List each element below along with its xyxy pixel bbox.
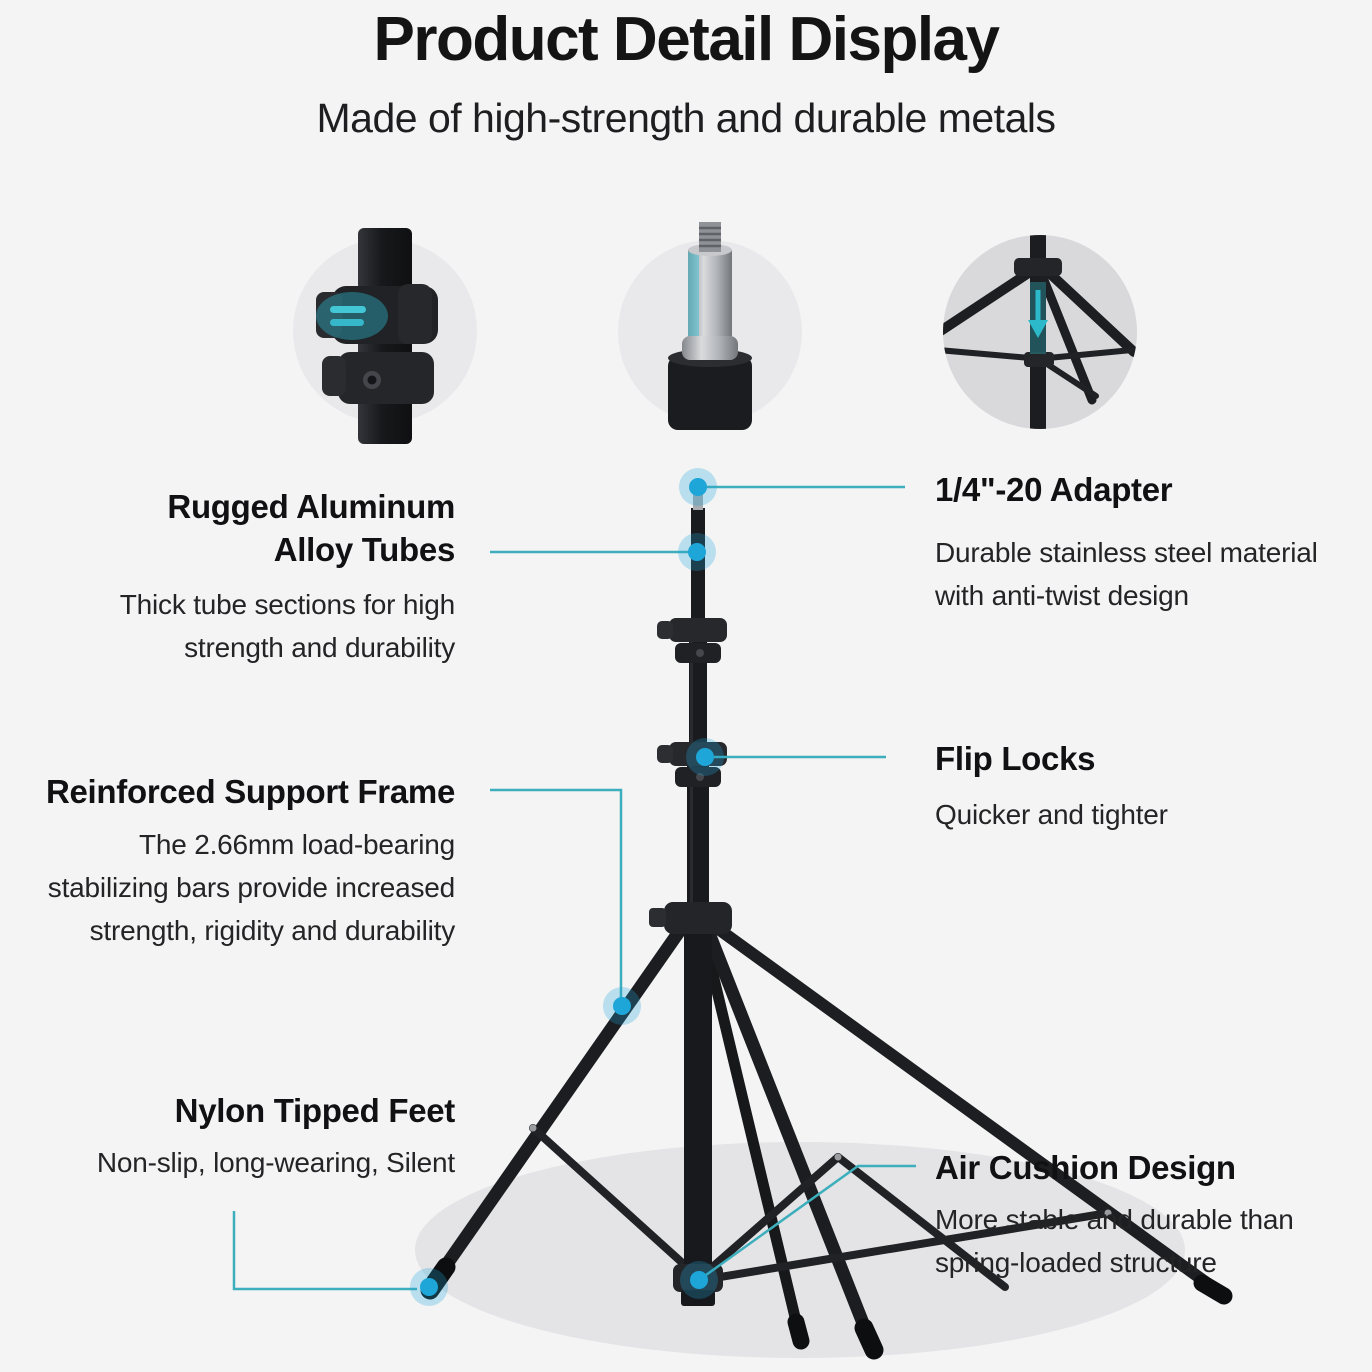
page-title: Product Detail Display [373, 5, 999, 74]
callout-body [935, 1198, 1294, 1284]
air-cushion-closeup-photo [936, 235, 1137, 430]
callout-title-line: Alloy Tubes [273, 531, 455, 568]
leader-support-frame [490, 790, 621, 1002]
callout-title: Nylon Tipped Feet [174, 1092, 455, 1129]
marker-support-frame [603, 987, 641, 1025]
callout-title: Reinforced Support Frame [45, 773, 455, 810]
callout-body [120, 583, 455, 669]
leg-hub [664, 902, 732, 934]
callout-body-line: spring-loaded structure [935, 1247, 1217, 1278]
callout-body [935, 531, 1318, 617]
callout-body-line: Non-slip, long-wearing, Silent [96, 1147, 455, 1178]
callout-body-line: stabilizing bars provide increased [47, 872, 455, 903]
marker-air-cushion [680, 1261, 718, 1299]
callout-title: Air Cushion Design [935, 1149, 1236, 1186]
callout-body-line: Quicker and tighter [935, 799, 1168, 830]
page-subtitle: Made of high-strength and durable metals [316, 95, 1056, 141]
callout-rugged-aluminum-tubes [120, 485, 455, 669]
marker-adapter [679, 468, 717, 506]
callout-body [97, 1141, 455, 1184]
callout-body-line: with anti-twist design [935, 580, 1189, 611]
flip-lock-closeup-photo [293, 228, 477, 444]
callout-title: 1/4"-20 Adapter [935, 471, 1173, 508]
callout-body-line: strength, rigidity and durability [89, 915, 455, 946]
leader-nylon-feet [234, 1211, 417, 1289]
callout-body-line: More stable and durable than [935, 1204, 1294, 1235]
callout-flip-locks [935, 737, 1168, 836]
marker-nylon-feet [410, 1268, 448, 1306]
callout-body-line: Durable stainless steel material [935, 537, 1318, 568]
callout-title: Flip Locks [935, 740, 1096, 777]
callout-air-cushion [935, 1146, 1294, 1284]
callout-body-line: Thick tube sections for high [119, 589, 455, 620]
callout-support-frame [46, 770, 455, 952]
marker-alloy-tubes [678, 533, 716, 571]
callout-body [46, 823, 455, 952]
callout-adapter [935, 468, 1318, 617]
callout-title [120, 485, 455, 571]
adapter-closeup-photo [618, 222, 802, 430]
callout-body-line: The 2.66mm load-bearing [138, 829, 455, 860]
flip-lock-clamp-upper [657, 618, 727, 663]
callout-body [935, 793, 1168, 836]
marker-flip-locks [686, 738, 724, 776]
callout-body-line: strength and durability [184, 632, 455, 663]
callout-nylon-feet [97, 1089, 455, 1184]
callout-title-line: Rugged Aluminum [167, 488, 455, 525]
